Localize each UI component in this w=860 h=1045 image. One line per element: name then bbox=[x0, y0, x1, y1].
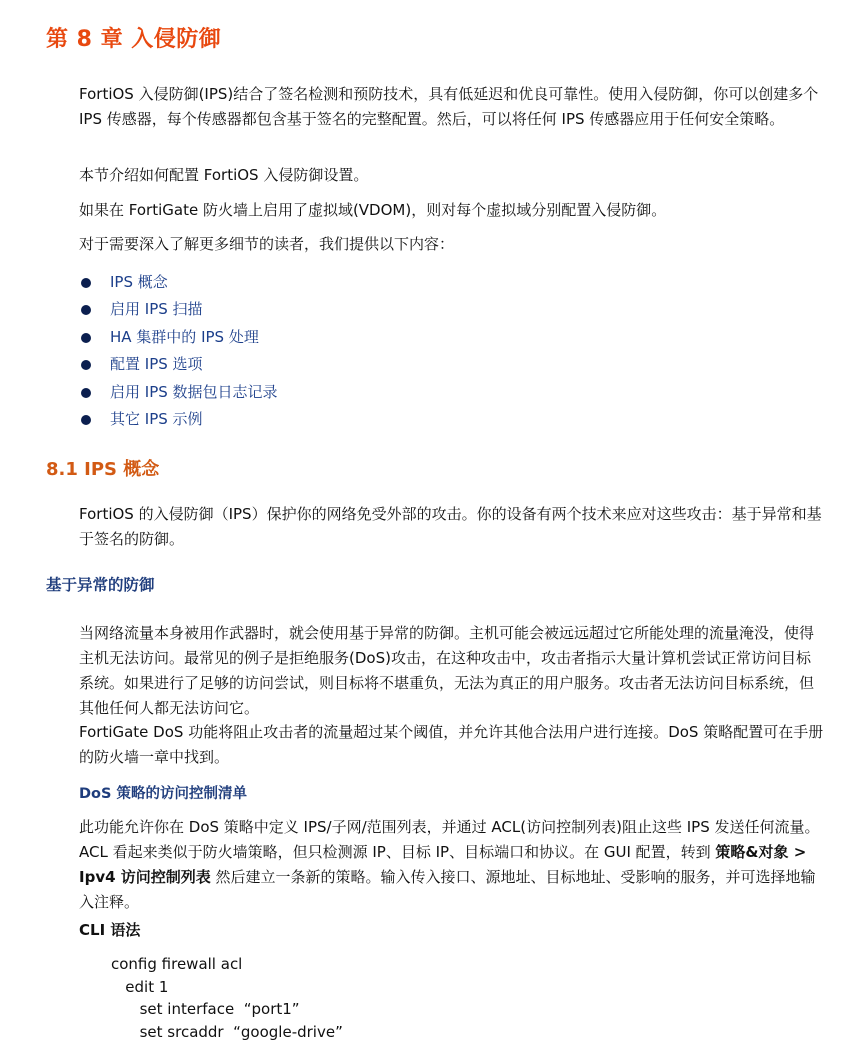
anomaly-defense-title: 基于异常的防御 bbox=[46, 576, 155, 594]
toc-item[interactable] bbox=[79, 269, 278, 296]
bullet-dot-icon bbox=[81, 388, 91, 398]
code-line: set interface “port1” bbox=[111, 1000, 300, 1018]
dos-acl-title: DoS 策略的访问控制清单 bbox=[79, 786, 247, 802]
toc-item[interactable] bbox=[79, 351, 278, 378]
bullet-dot-icon bbox=[81, 360, 91, 370]
dos-acl-text-b: 然后建立一条新的策略。输入传入接口、源地址、目标地址、受影响的服务，并可选择地输入注释。 bbox=[79, 868, 816, 911]
bullet-dot-icon bbox=[81, 415, 91, 425]
toc-link-other-examples[interactable]: 其它 IPS 示例 bbox=[110, 409, 203, 428]
anomaly-paragraph-1: 当网络流量本身被用作武器时，就会使用基于异常的防御。主机可能会被远远超过它所能处理的流量淹没，使得主机无法访问。最常见的例子是拒绝服务(DoS)攻击，在这种攻击中，攻击者指示大量计算机尝试正常访问目标系统。如果进行了足够的访问尝试，则目标将不堪重负，无法为真正的用户服务。攻击者无法访问目标系统，但其他任何人都无法访问它。 bbox=[79, 624, 815, 717]
toc-list bbox=[79, 269, 278, 433]
toc-link-configure-ips[interactable]: 配置 IPS 选项 bbox=[110, 355, 203, 374]
anomaly-paragraph-2: FortiGate DoS 功能将阻止攻击者的流量超过某个阈值，并允许其他合法用户进行连接。DoS 策略配置可在手册的防火墙一章中找到。 bbox=[79, 723, 824, 766]
toc-link-enable-ips-scan[interactable]: 启用 IPS 扫描 bbox=[110, 300, 203, 319]
dos-acl-paragraph bbox=[79, 815, 824, 915]
gui-path: 策略&对象 > Ipv4 访问控制列表 bbox=[79, 843, 807, 886]
toc-link-packet-logging[interactable]: 启用 IPS 数据包日志记录 bbox=[110, 382, 278, 401]
bullet-dot-icon bbox=[81, 333, 91, 343]
intro-paragraph-3: 如果在 FortiGate 防火墙上启用了虚拟域(VDOM)，则对每个虚拟域分别配置入侵防御。 bbox=[79, 201, 667, 219]
bullet-dot-icon bbox=[81, 305, 91, 315]
intro-paragraph-2: 本节介绍如何配置 FortiOS 入侵防御设置。 bbox=[79, 166, 369, 184]
section-8-1-paragraph: FortiOS 的入侵防御（IPS）保护你的网络免受外部的攻击。你的设备有两个技术来应对这些攻击：基于异常和基于签名的防御。 bbox=[79, 505, 822, 548]
intro-paragraph-1: FortiOS 入侵防御(IPS)结合了签名检测和预防技术，具有低延迟和优良可靠性。使用入侵防御，你可以创建多个 IPS 传感器，每个传感器都包含基于签名的完整配置。然后，可以将任何 IPS 传感器应用于任何安全策略。 bbox=[79, 85, 819, 128]
toc-link-ha-cluster[interactable]: HA 集群中的 IPS 处理 bbox=[110, 327, 259, 346]
cli-code-block bbox=[111, 953, 343, 1043]
dos-acl-text-a: 此功能允许你在 DoS 策略中定义 IPS/子网/范围列表，并通过 ACL(访问控制列表)阻止这些 IPS 发送任何流量。ACL 看起来类似于防火墙策略，但只检测源 IP、目标 IP、目标端口和协议。在 GUI 配置，转到 bbox=[79, 818, 820, 861]
section-title-8-1: 8.1 IPS 概念 bbox=[46, 459, 160, 480]
toc-item[interactable] bbox=[79, 379, 278, 406]
toc-link-ips-concepts[interactable]: IPS 概念 bbox=[110, 273, 168, 291]
code-line: config firewall acl bbox=[111, 955, 243, 973]
toc-item[interactable] bbox=[79, 406, 278, 433]
toc-item[interactable] bbox=[79, 296, 278, 323]
intro-paragraph-4: 对于需要深入了解更多细节的读者，我们提供以下内容： bbox=[79, 235, 455, 253]
bullet-dot-icon bbox=[81, 278, 91, 288]
chapter-title: 第 8 章 入侵防御 bbox=[46, 27, 222, 52]
code-line: set srcaddr “google-drive” bbox=[111, 1022, 343, 1041]
toc-item[interactable] bbox=[79, 324, 278, 351]
cli-syntax-title: CLI 语法 bbox=[79, 921, 141, 939]
code-line: edit 1 bbox=[111, 977, 169, 996]
